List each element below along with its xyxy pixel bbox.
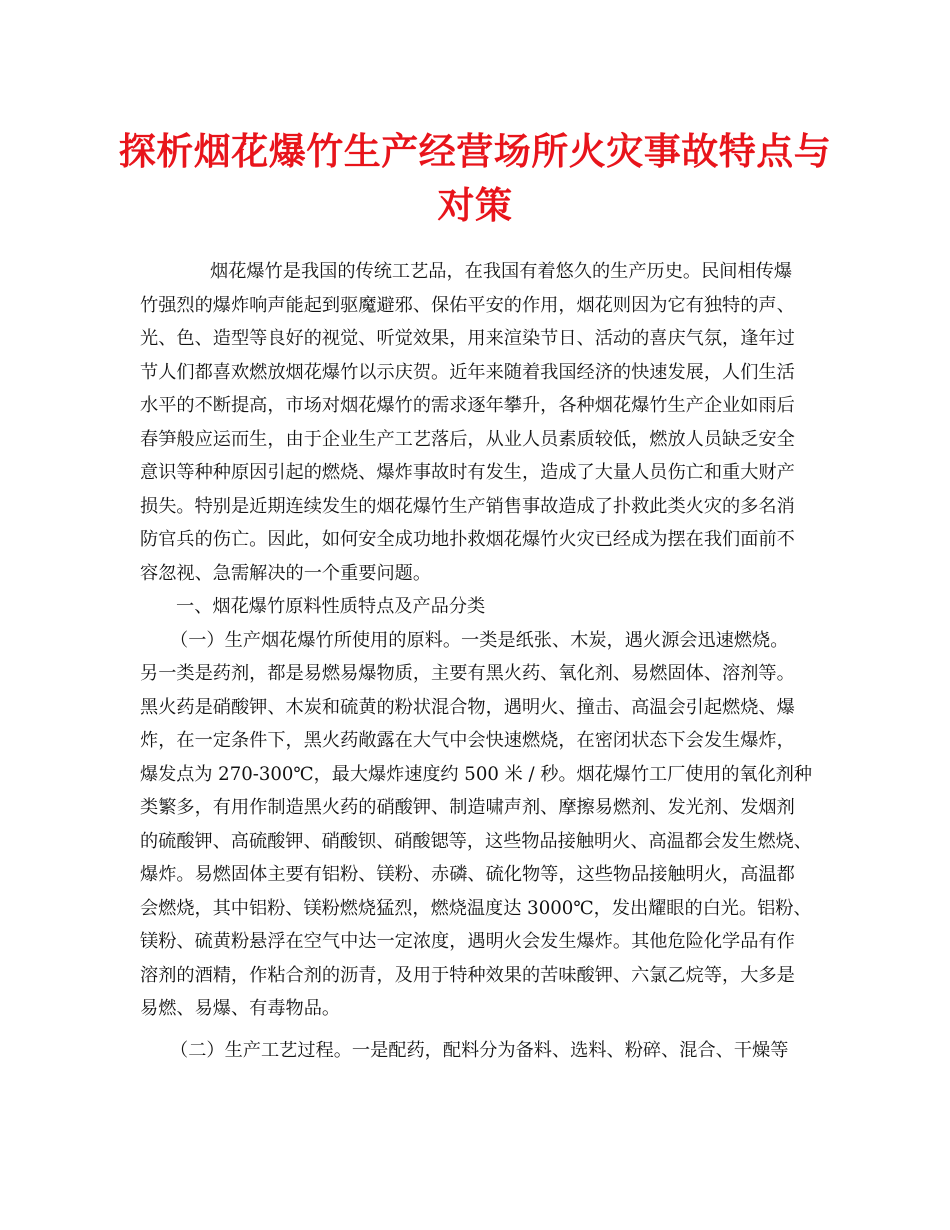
text-line: 的硫酸钾、高硫酸钾、硝酸钡、硝酸锶等，这些物品接触明火、高温都会发生燃烧、 <box>140 830 812 852</box>
text-line: 损失。特别是近期连续发生的烟花爆竹生产销售事故造成了扑救此类火灾的多名消 <box>140 495 795 517</box>
paragraph <box>140 624 812 1026</box>
text-line: 一、烟花爆竹原料性质特点及产品分类 <box>176 596 486 617</box>
text-line: 另一类是药剂，都是易燃易爆物质，主要有黑火药、氧化剂、易燃固体、溶剂等。 <box>140 663 795 684</box>
text-line: 水平的不断提高，市场对烟花爆竹的需求逐年攀升，各种烟花爆竹生产企业如雨后 <box>140 395 795 416</box>
document-body <box>140 255 812 1067</box>
text-line: 烟花爆竹是我国的传统工艺品，在我国有着悠久的生产历史。民间相传爆 <box>210 261 793 282</box>
text-line: （二）生产工艺过程。一是配药，配料分为备料、选料、粉碎、混合、干燥等 <box>170 1039 789 1061</box>
text-line: （一）生产烟花爆竹所使用的原料。一类是纸张、木炭，遇火源会迅速燃烧。 <box>170 629 789 651</box>
document-title <box>110 124 840 232</box>
text-line: 光、色、造型等良好的视觉、听觉效果，用来渲染节日、活动的喜庆气氛，逢年过 <box>140 328 795 349</box>
title-line-1: 探析烟花爆竹生产经营场所火灾事故特点与 <box>118 129 832 173</box>
text-line: 溶剂的酒精，作粘合剂的沥青，及用于特种效果的苦味酸钾、六氯乙烷等，大多是 <box>140 964 795 986</box>
text-line: 春笋般应运而生，由于企业生产工艺落后，从业人员素质较低，燃放人员缺乏安全 <box>140 428 795 450</box>
text-line: 防官兵的伤亡。因此，如何安全成功地扑救烟花爆竹火灾已经成为摆在我们面前不 <box>140 529 795 550</box>
text-line: 易燃、易爆、有毒物品。 <box>140 998 341 1019</box>
text-line: 爆发点为 270-300℃，最大爆炸速度约 500 米 / 秒。烟花爆竹工厂使用的氧化剂种 <box>140 763 812 785</box>
text-line: 会燃烧，其中铝粉、镁粉燃烧猛烈，燃烧温度达 3000℃，发出耀眼的白光。铝粉、 <box>140 897 812 919</box>
text-line: 爆炸。易燃固体主要有铝粉、镁粉、赤磷、硫化物等，这些物品接触明火，高温都 <box>140 864 795 885</box>
text-line: 镁粉、硫黄粉悬浮在空气中达一定浓度，遇明火会发生爆炸。其他危险化学品有作 <box>140 931 795 952</box>
text-line: 竹强烈的爆炸响声能起到驱魔避邪、保佑平安的作用，烟花则因为它有独特的声、 <box>140 294 795 316</box>
title-line-2: 对策 <box>437 183 513 227</box>
paragraph <box>140 590 812 624</box>
text-line: 意识等种种原因引起的燃烧、爆炸事故时有发生，造成了大量人员伤亡和重大财产 <box>140 462 795 483</box>
text-line: 炸，在一定条件下，黑火药敞露在大气中会快速燃烧，在密闭状态下会发生爆炸， <box>140 730 795 751</box>
text-line: 容忽视、急需解决的一个重要问题。 <box>140 562 432 584</box>
text-line: 黑火药是硝酸钾、木炭和硫黄的粉状混合物，遇明火、撞击、高温会引起燃烧、爆 <box>140 696 795 718</box>
paragraph <box>140 255 812 590</box>
text-line: 类繁多，有用作制造黑火药的硝酸钾、制造啸声剂、摩擦易燃剂、发光剂、发烟剂 <box>140 797 795 818</box>
paragraph <box>140 1034 812 1068</box>
text-line: 节人们都喜欢燃放烟花爆竹以示庆贺。近年来随着我国经济的快速发展，人们生活 <box>140 361 795 383</box>
